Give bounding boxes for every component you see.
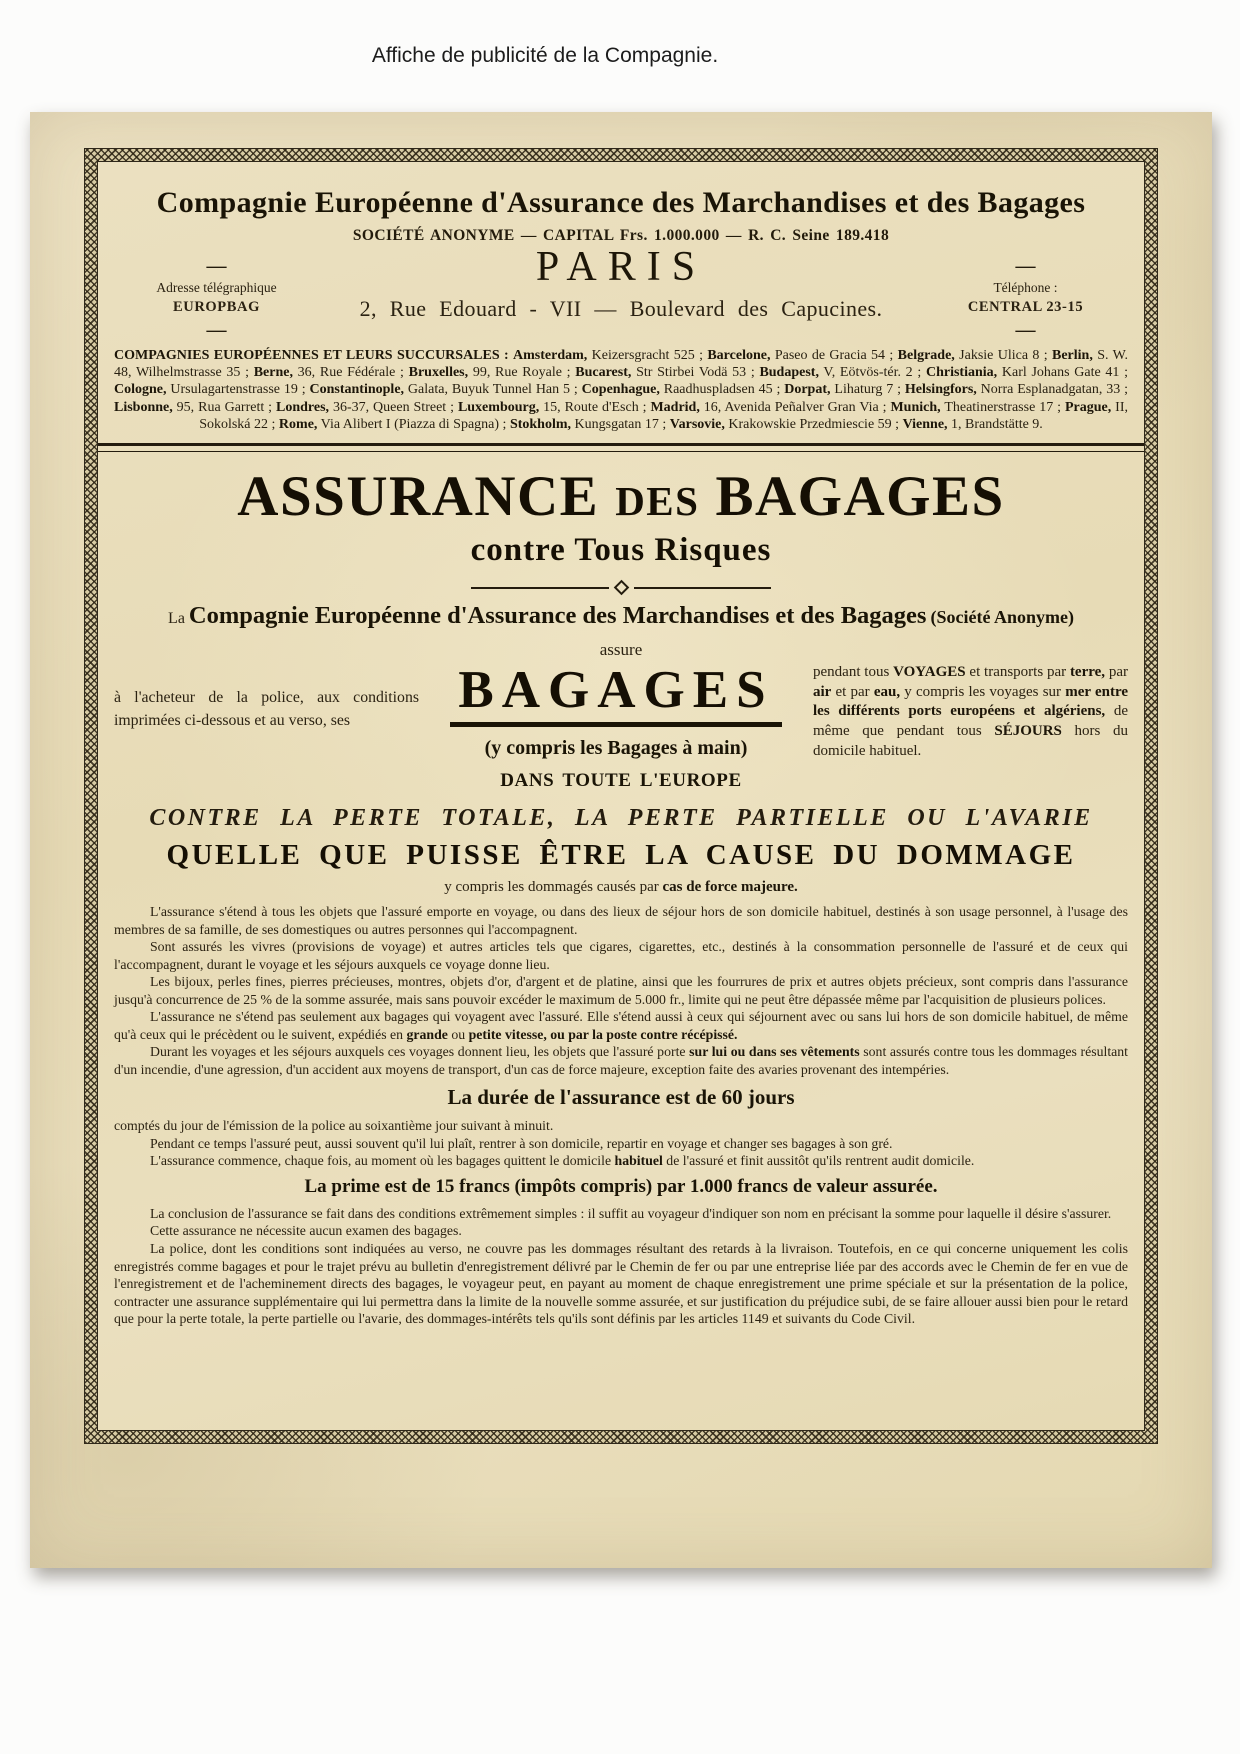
telegraph-block bbox=[114, 245, 319, 341]
dash-ornament: — bbox=[206, 318, 227, 341]
paragraph-expedition: L'assurance ne s'étend pas seulement aux bagages qui voyagent avec l'assuré. Elle s'étend aussi à ceux qui séjournent avec ou sans lui hors de son domicile habituel, de même qu'à ceux qui le précèdent ou le suivent, expédiés en grande ou petite vitesse, ou par la poste contre récépissé. bbox=[114, 1009, 1128, 1042]
phone-label: Téléphone : bbox=[993, 279, 1058, 295]
title-word-bagages: BAGAGES bbox=[715, 465, 1005, 529]
duration-line-pendant: Pendant ce temps l'assuré peut, aussi souvent qu'il lui plaît, rentrer à son domicile, repartir en voyage et changer ses bagages à son gré. bbox=[150, 1135, 893, 1151]
duration-line-commence: L'assurance commence, chaque fois, au moment où les bagages quittent le domicile habituel de l'assuré et finit aussitôt qu'ils rentrent audit domicile. bbox=[150, 1153, 975, 1169]
closing-conclusion: La conclusion de l'assurance se fait dans des conditions extrêmement simples : il suffit au voyageur d'indiquer son nom en précisant la somme pour laquelle il désire s'assurer. bbox=[150, 1205, 1112, 1221]
street-address: 2, Rue Edouard - VII — Boulevard des Capucines. bbox=[359, 295, 883, 321]
city-block bbox=[319, 245, 923, 322]
section-divider bbox=[97, 443, 1145, 452]
closing-paragraphs bbox=[114, 1205, 1128, 1328]
body-paragraphs bbox=[114, 903, 1128, 1078]
closing-police: La police, dont les conditions sont indiquées au verso, ne couvre pas les dommages résultant des retards à la livraison. Toutefois, en ce qui concerne uniquement les colis enregistrés comme bagages et pour le trajet prévu au bulletin d'enregistrement délivré par le Chemin de fer ou par une entreprise liée par des accords avec le Chemin de fer en vue de l'enregistrement et de l'acheminement directs des bagages, le voyageur peut, en payant au moment de chaque enregistrement une prime spéciale et sur la présentation de la police, contracter une assurance supplémentaire qui lui permettra dans la limite de la nouvelle somme assurée, et sur justification du préjudice subi, de se faire allouer aussi bien pour le retard que pour la perte totale, la perte partielle ou l'avarie, des dommages-intérêts tels qu'ils sont définis par les articles 1149 et suivants du Code Civil. bbox=[114, 1240, 1128, 1327]
dash-ornament: — bbox=[1015, 254, 1036, 277]
document-caption: Affiche de publicité de la Compagnie. bbox=[371, 44, 719, 67]
telegraph-value: EUROPBAG bbox=[173, 298, 260, 315]
branches-list: COMPAGNIES EUROPÉENNES ET LEURS SUCCURSALES : Amsterdam, Keizersgracht 525 ; Barcelone, Paseo de Gracia 54 ; Belgrade, Jaksie Ulica 8 ; Berlin, S. W. 48, Wilhelmstrasse 35 ; Berne, 36, Rue Fédérale ; Bruxelles, 99, Rue Royale ; Bucarest, Str Stirbei Vodä 53 ; Budapest, V, Eötvös-tér. 2 ; Christiania, Karl Johans Gate 41 ; Cologne, Ursulagartenstrasse 19 ; Constantinople, Galata, Buyuk Tunnel Han 5 ; Copenhague, Raadhuspladsen 45 ; Dorpat, Lihaturg 7 ; Helsingfors, Norra Esplanadgatan, 33 ; Lisbonne, 95, Rua Garrett ; Londres, 36-37, Queen Street ; Luxembourg, 15, Route d'Esch ; Madrid, 16, Avenida Peñalver Gran Via ; Munich, Theatinerstrasse 17 ; Prague, II, Sokolská 22 ; Rome, Via Alibert I (Piazza di Spagna) ; Stokholm, Kungsgatan 17 ; Varsovie, Krakowskie Przedmiescie 59 ; Vienne, 1, Brandstätte 9. bbox=[114, 347, 1129, 433]
policy-conditions-text: à l'acheteur de la police, aux conditions imprimées ci-dessous et au verso, ses bbox=[114, 688, 419, 730]
divider-ornament bbox=[471, 582, 771, 593]
poster-paper bbox=[30, 112, 1212, 1568]
duration-paragraphs bbox=[114, 1117, 1128, 1170]
company-paren: (Société Anonyme) bbox=[930, 607, 1074, 628]
poster-border-frame bbox=[84, 148, 1158, 1444]
assure-word: assure bbox=[599, 639, 643, 659]
company-assures-line bbox=[114, 602, 1128, 630]
closing-examen: Cette assurance ne nécessite aucun examen des bagages. bbox=[150, 1223, 462, 1239]
bagages-block bbox=[419, 662, 813, 763]
bagages-subtitle: (y compris les Bagages à main) bbox=[484, 736, 748, 759]
company-lead: La bbox=[168, 610, 185, 628]
title-word-des: DES bbox=[615, 478, 700, 525]
dash-ornament: — bbox=[1015, 318, 1036, 341]
duration-line-comptes: comptés du jour de l'émission de la police au soixantième jour suivant à minuit. bbox=[114, 1118, 554, 1134]
contact-row bbox=[114, 243, 1128, 341]
poster-header bbox=[114, 186, 1128, 433]
dash-ornament: — bbox=[206, 254, 227, 277]
company-bold-name: Compagnie Européenne d'Assurance des Marchandises et des Bagages bbox=[188, 602, 927, 630]
bagages-word: BAGAGES bbox=[450, 662, 781, 727]
force-majeure-line: y compris les dommagés causés par cas de force majeure. bbox=[444, 879, 798, 896]
company-registration: SOCIÉTÉ ANONYME — CAPITAL Frs. 1.000.000 — R. C. Seine 189.418 bbox=[352, 226, 890, 244]
poster-main bbox=[114, 465, 1129, 1327]
paragraph-vetements: Durant les voyages et les séjours auxquels ces voyages donnent lieu, les objets que l'assuré porte sur lui ou dans ses vêtements sont assurés contre tous les dommages résultant d'un incendie, d'une agression, d'un accident aux moyens de transport, d'un cas de force majeure, exception faite des avaries provenant des intempéries. bbox=[114, 1044, 1129, 1077]
phone-block bbox=[923, 245, 1128, 341]
poster-title bbox=[114, 465, 1128, 529]
company-name: Compagnie Européenne d'Assurance des Marchandises et des Bagages bbox=[156, 186, 1086, 219]
three-columns bbox=[114, 662, 1128, 763]
paragraph-vivres: Sont assurés les vivres (provisions de voyage) et autres articles tels que cigares, cigarettes, etc., destinés à la consommation personnelle de l'assuré et de ceux qui l'accompagnent, durant le voyage et les séjours auxquels ce voyage donne lieu. bbox=[114, 939, 1128, 972]
title-word-assurance: ASSURANCE bbox=[237, 465, 600, 529]
duration-heading: La durée de l'assurance est de 60 jours bbox=[447, 1085, 795, 1110]
phone-value: CENTRAL 23-15 bbox=[967, 298, 1084, 315]
cause-dommage-line: QUELLE QUE PUISSE ÊTRE LA CAUSE DU DOMMAGE bbox=[166, 839, 1076, 872]
voyages-text: pendant tous VOYAGES et transports par terre, par air et par eau, y compris les voyages sur mer entre les différents ports européens et algériens, de même que pendant tous SÉJOURS hors du domicile habituel. bbox=[813, 663, 1128, 760]
telegraph-label: Adresse télégraphique bbox=[156, 279, 277, 295]
poster-subtitle: contre Tous Risques bbox=[470, 532, 772, 569]
diamond-icon bbox=[613, 580, 629, 596]
europe-line: DANS TOUTE L'EUROPE bbox=[500, 770, 742, 792]
perte-line: CONTRE LA PERTE TOTALE, LA PERTE PARTIELLE OU L'AVARIE bbox=[149, 805, 1093, 832]
poster-content bbox=[97, 161, 1145, 1431]
prime-heading: La prime est de 15 francs (impôts compris) par 1.000 francs de valeur assurée. bbox=[304, 1175, 938, 1197]
paragraph-bijoux: Les bijoux, perles fines, pierres précieuses, montres, objets d'or, d'argent et de platine, ainsi que les fourrures de prix et autres objets précieux, sont compris dans l'assurance jusqu'à concurrence de 25 % de la somme assurée, mais sans pouvoir excéder le maximum de 5.000 fr., limite qui ne peut être dépassée même par l'acquisition de plusieurs polices. bbox=[114, 974, 1128, 1007]
city-title: PARIS bbox=[535, 243, 707, 290]
paragraph-objets: L'assurance s'étend à tous les objets que l'assuré emporte en voyage, ou dans des lieux de séjour hors de son domicile habituel, destinés à son usage personnel, à l'usage des membres de sa famille, de ses domestiques ou autres personnes qui l'accompagnent. bbox=[114, 904, 1128, 937]
